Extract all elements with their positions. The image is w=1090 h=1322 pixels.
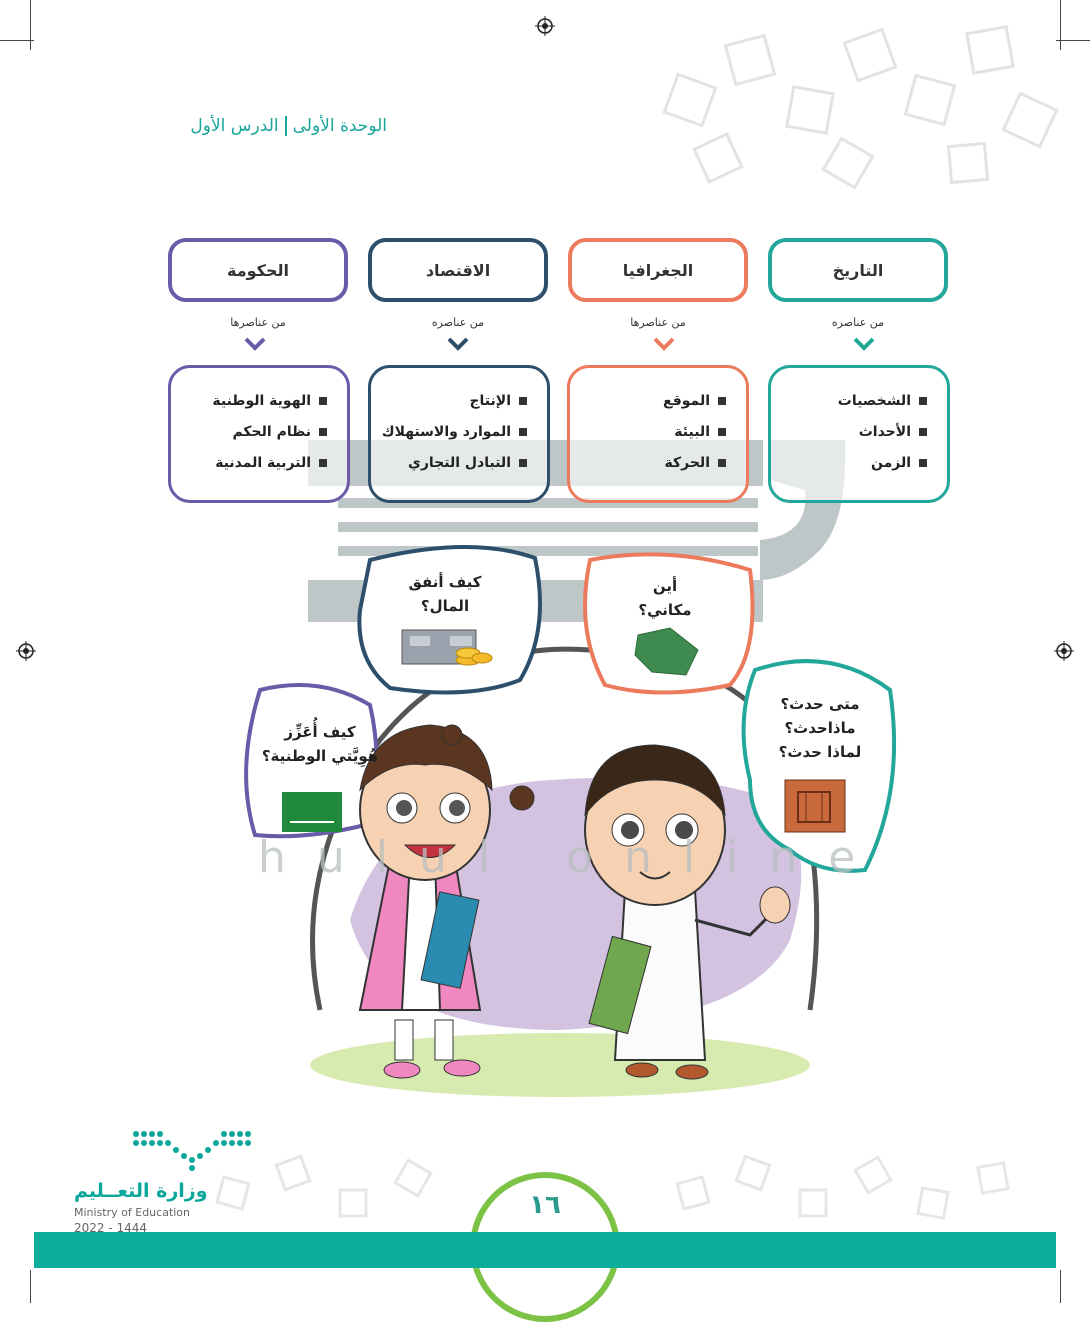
list-item: الموارد والاستهلاك bbox=[381, 421, 527, 452]
list-item: الشخصيات bbox=[781, 390, 927, 421]
category-history-subtitle: من عناصره bbox=[831, 316, 885, 329]
registration-mark-icon bbox=[1054, 641, 1074, 661]
decorative-pattern bbox=[200, 1150, 1060, 1230]
decorative-pattern bbox=[640, 20, 1070, 200]
ministry-name-arabic: وزارة التعــليم bbox=[74, 1180, 208, 1202]
list-item: التربية المدنية bbox=[181, 452, 327, 483]
registration-mark-icon bbox=[535, 16, 555, 36]
lesson-title: الدرس الأول bbox=[190, 116, 279, 136]
bubble-identity-text: كيف أُعَزِّز هُوِيَّتي الوطنية؟ bbox=[261, 723, 379, 765]
list-item: الموقع bbox=[580, 390, 726, 421]
list-item: التبادل التجاري bbox=[381, 452, 527, 483]
category-economy-title: الاقتصاد bbox=[368, 238, 548, 302]
category-geography-title: الجغرافيا bbox=[568, 238, 748, 302]
category-economy-subtitle: من عناصره bbox=[431, 316, 485, 329]
chevron-down-icon bbox=[243, 336, 267, 352]
page-number: ١٦ bbox=[529, 1190, 561, 1220]
ministry-name-english: Ministry of Education bbox=[74, 1206, 191, 1219]
crop-mark bbox=[0, 40, 34, 41]
list-item: الزمن bbox=[781, 452, 927, 483]
edition-year: 2022 - 1444 bbox=[74, 1221, 148, 1235]
ministry-logo-icon bbox=[130, 1128, 255, 1173]
list-item: نظام الحكم bbox=[181, 421, 327, 452]
list-item: البيئة bbox=[580, 421, 726, 452]
chevron-down-icon bbox=[652, 336, 676, 352]
list-item: الحركة bbox=[580, 452, 726, 483]
header-divider bbox=[285, 116, 287, 136]
footer-bar bbox=[34, 1232, 1056, 1268]
category-geography-subtitle: من عناصرها bbox=[630, 316, 686, 329]
government-elements-box bbox=[168, 365, 350, 503]
page-header bbox=[190, 116, 387, 136]
crop-mark bbox=[30, 1270, 31, 1303]
bubble-place-text: أين مكاني؟ bbox=[638, 577, 692, 619]
chevron-down-icon bbox=[852, 336, 876, 352]
registration-mark-icon bbox=[16, 641, 36, 661]
unit-title: الوحدة الأولى bbox=[292, 116, 387, 136]
bubble-history-text: متى حدث؟ ماذاحدث؟ لماذا حدث؟ bbox=[778, 695, 862, 761]
list-item: الهوية الوطنية bbox=[181, 390, 327, 421]
category-government-subtitle: من عناصرها bbox=[230, 316, 286, 329]
illustration bbox=[230, 540, 910, 1100]
watermark-text: hulul online bbox=[258, 832, 887, 883]
history-elements-box bbox=[768, 365, 950, 503]
chevron-down-icon bbox=[446, 336, 470, 352]
bubble-money-text: كيف أنفق المال؟ bbox=[408, 573, 482, 615]
crop-mark bbox=[30, 0, 31, 50]
list-item: الإنتاج bbox=[381, 390, 527, 421]
category-government-title: الحكومة bbox=[168, 238, 348, 302]
list-item: الأحداث bbox=[781, 421, 927, 452]
category-history-title: التاريخ bbox=[768, 238, 948, 302]
crop-mark bbox=[1060, 1270, 1061, 1303]
economy-elements-box bbox=[368, 365, 550, 503]
geography-elements-box bbox=[567, 365, 749, 503]
